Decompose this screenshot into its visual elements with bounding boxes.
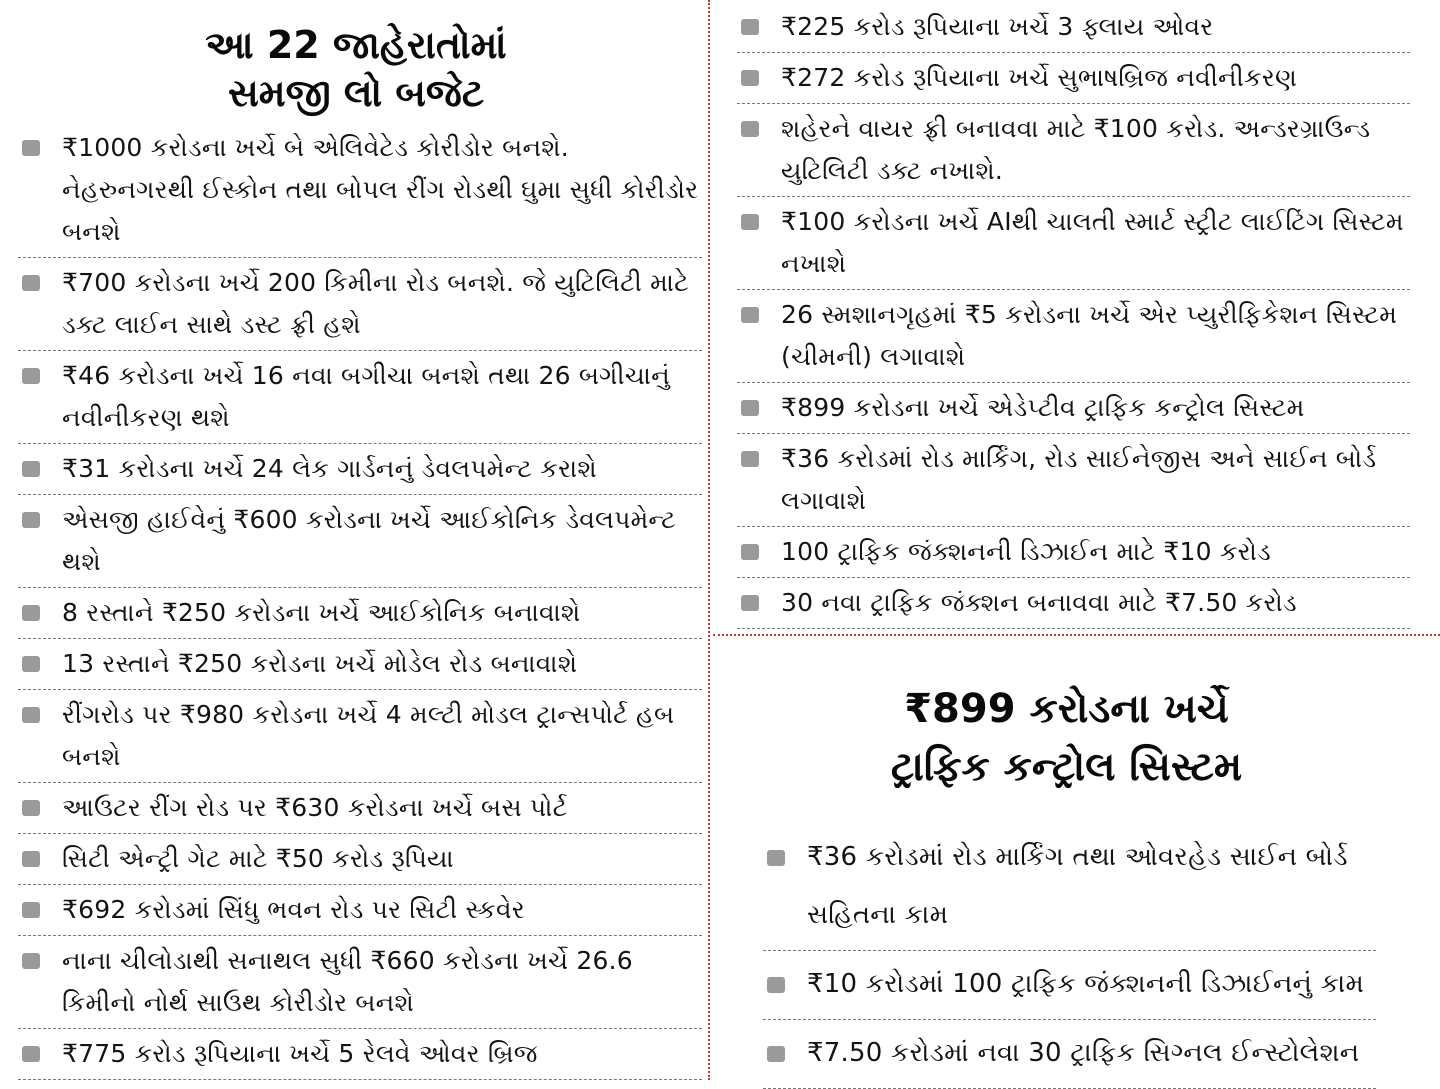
square-bullet-icon (22, 953, 40, 969)
list-item-text: 13 રસ્તાને ₹250 કરોડના ખર્ચે મોડેલ રોડ બનાવાશે (62, 649, 578, 678)
square-bullet-icon (741, 70, 759, 86)
list-item (18, 690, 702, 783)
square-bullet-icon (741, 544, 759, 560)
list-item-text: ₹10 કરોડમાં 100 ટ્રાફિક જંક્શનની ડિઝાઈનનું કામ (807, 969, 1365, 999)
square-bullet-icon (22, 902, 40, 918)
list-item-text: ₹272 કરોડ રૂપિયાના ખર્ચે સુભાષબ્રિજ નવીનીકરણ (781, 63, 1298, 92)
list-item (18, 258, 702, 351)
list-item (18, 639, 702, 690)
list-item (18, 936, 702, 1029)
box-headline-line1: ₹899 કરોડના ખર્ચે (904, 686, 1229, 732)
list-item-text: ₹46 કરોડના ખર્ચે 16 નવા બગીચા બનશે તથા 26 બગીચાનું નવીનીકરણ થશે (62, 361, 670, 432)
box-headline-line2: ટ્રાફિક કન્ટ્રોલ સિસ્ટમ (890, 744, 1243, 790)
announcement-list (18, 123, 702, 1080)
square-bullet-icon (22, 275, 40, 291)
list-item-text: શહેરને વાયર ફ્રી બનાવવા માટે ₹100 કરોડ. અન્ડરગ્રાઉન્ડ યુટિલિટી ડક્ટ નખાશે. (781, 114, 1371, 185)
list-item-text: ₹7.50 કરોડમાં નવા 30 ટ્રાફિક સિગ્નલ ઈન્સ્ટોલેશન (807, 1038, 1360, 1068)
left-headline-line2: સમજી લો બજેટ (228, 70, 484, 115)
list-item-text: ₹100 કરોડના ખર્ચે AIથી ચાલતી સ્માર્ટ સ્ટ્રીટ લાઈટિંગ સિસ્ટમ નખાશે (781, 207, 1404, 278)
square-bullet-icon (767, 850, 785, 866)
square-bullet-icon (741, 307, 759, 323)
list-item (18, 495, 702, 588)
list-item-text: ₹775 કરોડ રૂપિયાના ખર્ચે 5 રેલવે ઓવર બ્રિજ (62, 1039, 538, 1068)
square-bullet-icon (741, 595, 759, 611)
list-item (18, 885, 702, 936)
square-bullet-icon (22, 140, 40, 156)
list-item (737, 527, 1410, 578)
list-item (737, 197, 1410, 290)
list-item (18, 834, 702, 885)
list-item-text: એસજી હાઈવેનું ₹600 કરોડના ખર્ચે આઈકોનિક ડેવલપમેન્ટ થશે (62, 505, 676, 576)
square-bullet-icon (741, 451, 759, 467)
list-item (737, 578, 1410, 629)
traffic-control-list (713, 796, 1440, 1089)
list-item (18, 123, 702, 258)
box-headline (703, 640, 1430, 796)
list-item-text: સિટી એન્ટ્રી ગેટ માટે ₹50 કરોડ રૂપિયા (62, 844, 454, 873)
list-item-text: ₹36 કરોડમાં રોડ માર્કિંગ તથા ઓવરહેડ સાઈન બોર્ડ સહિતના કામ (807, 842, 1348, 930)
square-bullet-icon (22, 461, 40, 477)
square-bullet-icon (767, 977, 785, 993)
list-item (763, 951, 1376, 1020)
left-column (0, 0, 708, 1080)
list-item (18, 444, 702, 495)
square-bullet-icon (22, 1046, 40, 1062)
list-item-text: 30 નવા ટ્રાફિક જંક્શન બનાવવા માટે ₹7.50 કરોડ (781, 588, 1297, 617)
list-item-text: 100 ટ્રાફિક જંક્શનની ડિઝાઈન માટે ₹10 કરોડ (781, 537, 1271, 566)
list-item-text: આઉટર રીંગ રોડ પર ₹630 કરોડના ખર્ચે બસ પોર્ટ (62, 793, 568, 822)
list-item-text: 26 સ્મશાનગૃહમાં ₹5 કરોડના ખર્ચે એર પ્યુરીફિકેશન સિસ્ટમ (ચીમની) લગાવાશે (781, 300, 1398, 371)
left-headline-line1: આ 22 જાહેરાતોમાં (205, 23, 507, 67)
list-item (737, 434, 1410, 527)
square-bullet-icon (22, 605, 40, 621)
square-bullet-icon (22, 656, 40, 672)
square-bullet-icon (741, 214, 759, 230)
list-item-text: રીંગરોડ પર ₹980 કરોડના ખર્ચે 4 મલ્ટી મોડલ ટ્રાન્સપોર્ટ હબ બનશે (62, 700, 675, 771)
list-item (18, 351, 702, 444)
list-item-text: ₹225 કરોડ રૂપિયાના ખર્ચે 3 ફ્લાય ઓવર (781, 12, 1214, 41)
list-item-text: નાના ચીલોડાથી સનાથલ સુધી ₹660 કરોડના ખર્ચે 26.6 કિમીનો નોર્થ સાઉથ કોરીડોર બનશે (62, 946, 633, 1017)
square-bullet-icon (22, 707, 40, 723)
list-item-text: ₹36 કરોડમાં રોડ માર્કિંગ, રોડ સાઈનેજીસ અને સાઈન બોર્ડ લગાવાશે (781, 444, 1377, 515)
column-divider (708, 0, 710, 1080)
list-item (737, 53, 1410, 104)
list-item-text: ₹31 કરોડના ખર્ચે 24 લેક ગાર્ડનનું ડેવલપમેન્ટ કરાશે (62, 454, 597, 483)
square-bullet-icon (22, 368, 40, 384)
announcement-list-continued (713, 0, 1440, 629)
list-item (737, 104, 1410, 197)
list-item (18, 588, 702, 639)
list-item (763, 1020, 1376, 1089)
list-item (18, 1029, 702, 1080)
list-item-text: ₹700 કરોડના ખર્ચે 200 કિમીના રોડ બનશે. જે યુટિલિટી માટે ડક્ટ લાઈન સાથે ડસ્ટ ફ્રી હશે (62, 268, 689, 339)
list-item-text: ₹1000 કરોડના ખર્ચે બે એલિવેટેડ કોરીડોર બનશે. નેહરુનગરથી ઈસ્કોન તથા બોપલ રીંગ રોડથી ઘુમા સુધી કોરીડોર બનશે (62, 133, 699, 246)
square-bullet-icon (22, 800, 40, 816)
right-column (713, 0, 1440, 1080)
list-item (18, 783, 702, 834)
square-bullet-icon (741, 19, 759, 35)
list-item (763, 824, 1376, 951)
list-item (737, 2, 1410, 53)
list-item-text: ₹692 કરોડમાં સિંધુ ભવન રોડ પર સિટી સ્કવેર (62, 895, 525, 924)
square-bullet-icon (741, 400, 759, 416)
square-bullet-icon (767, 1046, 785, 1062)
left-headline (6, 0, 706, 123)
list-item (737, 290, 1410, 383)
list-item-text: ₹899 કરોડના ખર્ચે એડેપ્ટીવ ટ્રાફિક કન્ટ્રોલ સિસ્ટમ (781, 393, 1305, 422)
square-bullet-icon (22, 512, 40, 528)
square-bullet-icon (22, 851, 40, 867)
traffic-control-box (713, 640, 1440, 1080)
square-bullet-icon (741, 121, 759, 137)
list-item-text: 8 રસ્તાને ₹250 કરોડના ખર્ચે આઈકોનિક બનાવાશે (62, 598, 581, 627)
list-item (737, 383, 1410, 434)
